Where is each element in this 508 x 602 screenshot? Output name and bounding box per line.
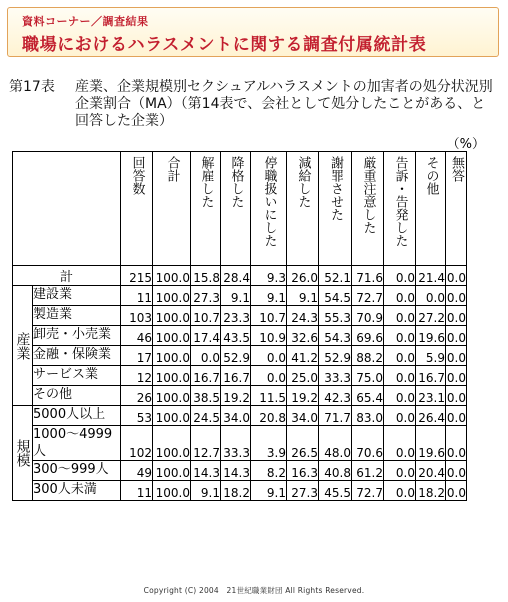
table-cell: 26.5	[287, 426, 319, 461]
column-header	[384, 152, 416, 266]
table-row-total	[13, 266, 467, 286]
table-cell: 12	[121, 366, 153, 386]
row-group-label	[13, 406, 33, 501]
column-header-label: 降格した	[228, 156, 244, 208]
table-cell: 0.0	[384, 386, 416, 406]
table-cell: 19.2	[221, 386, 251, 406]
table-cell: 102	[121, 426, 153, 461]
table-cell: 24.5	[191, 406, 221, 426]
table-cell: 11.5	[251, 386, 287, 406]
table-cell: 23.3	[221, 306, 251, 326]
table-cell: 16.7	[221, 366, 251, 386]
table-cell: 10.7	[191, 306, 221, 326]
row-label-total: 計	[13, 266, 121, 286]
table-cell: 9.1	[251, 286, 287, 306]
column-header-label: 回答数	[129, 156, 145, 195]
table-cell: 0.0	[384, 426, 416, 461]
table-cell: 11	[121, 286, 153, 306]
table-cell: 0.0	[384, 366, 416, 386]
row-label: 300～999人	[33, 461, 121, 481]
table-cell: 0.0	[384, 306, 416, 326]
row-label: 金融・保険業	[33, 346, 121, 366]
table-cell: 3.9	[251, 426, 287, 461]
table-cell: 0.0	[416, 286, 446, 306]
table-cell: 100.0	[153, 286, 191, 306]
data-table	[12, 151, 467, 501]
table-cell: 16.7	[191, 366, 221, 386]
table-cell: 0.0	[446, 386, 467, 406]
row-group-label	[13, 286, 33, 406]
table-cell: 0.0	[384, 406, 416, 426]
table-cell: 100.0	[153, 366, 191, 386]
table-row	[13, 481, 467, 501]
header-banner	[7, 7, 499, 57]
table-cell: 88.2	[352, 346, 384, 366]
table-cell: 27.3	[287, 481, 319, 501]
table-cell: 40.8	[319, 461, 352, 481]
table-cell: 26	[121, 386, 153, 406]
table-cell: 15.8	[191, 266, 221, 286]
table-cell: 52.9	[319, 346, 352, 366]
table-cell: 100.0	[153, 481, 191, 501]
page-title: 職場におけるハラスメントに関する調査付属統計表	[22, 35, 427, 55]
table-cell: 0.0	[446, 286, 467, 306]
table-cell: 69.6	[352, 326, 384, 346]
table-cell: 61.2	[352, 461, 384, 481]
table-cell: 0.0	[446, 346, 467, 366]
column-header-label: その他	[423, 156, 439, 195]
table-cell: 0.0	[384, 266, 416, 286]
table-cell: 52.1	[319, 266, 352, 286]
table-cell: 100.0	[153, 266, 191, 286]
column-header-label: 解雇した	[198, 156, 214, 208]
column-header-label: 合計	[164, 156, 180, 182]
table-cell: 43.5	[221, 326, 251, 346]
table-cell: 5.9	[416, 346, 446, 366]
table-cell: 0.0	[251, 346, 287, 366]
table-row	[13, 386, 467, 406]
row-label: 300人未満	[33, 481, 121, 501]
table-row	[13, 426, 467, 461]
column-header	[416, 152, 446, 266]
table-cell: 83.0	[352, 406, 384, 426]
row-group-text: 産業	[14, 331, 31, 360]
row-label: 建設業	[33, 286, 121, 306]
table-cell: 41.2	[287, 346, 319, 366]
column-header	[446, 152, 467, 266]
table-description: 産業、企業規模別セクシュアルハラスメントの加害者の処分状況別企業割合（MA）（第14表で、会社として処分したことがある、と回答した企業）	[75, 79, 493, 129]
table-cell: 18.2	[221, 481, 251, 501]
table-cell: 0.0	[251, 366, 287, 386]
table-cell: 0.0	[446, 306, 467, 326]
table-cell: 0.0	[446, 326, 467, 346]
table-cell: 32.6	[287, 326, 319, 346]
table-cell: 33.3	[221, 426, 251, 461]
table-cell: 0.0	[191, 346, 221, 366]
section-subtitle: 資料コーナー／調査結果	[22, 15, 149, 28]
column-header-label: 減給した	[295, 156, 311, 208]
column-header	[251, 152, 287, 266]
table-row	[13, 406, 467, 426]
column-header	[121, 152, 153, 266]
table-cell: 16.7	[416, 366, 446, 386]
table-cell: 48.0	[319, 426, 352, 461]
table-cell: 20.4	[416, 461, 446, 481]
table-cell: 70.6	[352, 426, 384, 461]
table-cell: 34.0	[287, 406, 319, 426]
column-header-label: 謝罪させた	[328, 156, 343, 221]
table-cell: 27.2	[416, 306, 446, 326]
table-cell: 45.5	[319, 481, 352, 501]
table-number: 第17表	[9, 79, 55, 95]
table-cell: 34.0	[221, 406, 251, 426]
table-cell: 9.1	[287, 286, 319, 306]
table-cell: 17	[121, 346, 153, 366]
table-cell: 55.3	[319, 306, 352, 326]
table-cell: 19.6	[416, 326, 446, 346]
table-cell: 10.9	[251, 326, 287, 346]
table-cell: 75.0	[352, 366, 384, 386]
table-cell: 71.6	[352, 266, 384, 286]
table-cell: 19.6	[416, 426, 446, 461]
column-header-label: 厳重注意した	[360, 156, 376, 234]
table-cell: 46	[121, 326, 153, 346]
table-cell: 9.1	[191, 481, 221, 501]
table-cell: 65.4	[352, 386, 384, 406]
table-cell: 100.0	[153, 386, 191, 406]
table-cell: 100.0	[153, 461, 191, 481]
table-cell: 0.0	[446, 426, 467, 461]
table-cell: 72.7	[352, 286, 384, 306]
table-cell: 11	[121, 481, 153, 501]
row-label: 卸売・小売業	[33, 326, 121, 346]
table-cell: 19.2	[287, 386, 319, 406]
table-cell: 24.3	[287, 306, 319, 326]
column-header-label: 告訴・告発した	[392, 156, 408, 247]
table-cell: 9.1	[221, 286, 251, 306]
header-row	[13, 152, 467, 266]
table-cell: 28.4	[221, 266, 251, 286]
table-cell: 72.7	[352, 481, 384, 501]
table-cell: 70.9	[352, 306, 384, 326]
table-cell: 71.7	[319, 406, 352, 426]
table-cell: 42.3	[319, 386, 352, 406]
table-cell: 38.5	[191, 386, 221, 406]
table-cell: 8.2	[251, 461, 287, 481]
table-row	[13, 326, 467, 346]
table-cell: 0.0	[446, 481, 467, 501]
table-cell: 100.0	[153, 426, 191, 461]
table-cell: 25.0	[287, 366, 319, 386]
column-header	[287, 152, 319, 266]
column-header	[221, 152, 251, 266]
table-cell: 54.5	[319, 286, 352, 306]
table-cell: 49	[121, 461, 153, 481]
table-cell: 100.0	[153, 346, 191, 366]
table-cell: 23.1	[416, 386, 446, 406]
table-cell: 0.0	[384, 346, 416, 366]
table-cell: 100.0	[153, 306, 191, 326]
table-cell: 100.0	[153, 406, 191, 426]
table-cell: 21.4	[416, 266, 446, 286]
table-cell: 0.0	[446, 266, 467, 286]
table-cell: 26.4	[416, 406, 446, 426]
row-label: 製造業	[33, 306, 121, 326]
table-cell: 16.3	[287, 461, 319, 481]
column-header-label: 無答	[449, 156, 464, 182]
copyright-footer: Copyright (C) 2004 21世紀職業財団 All Rights Reserved.	[143, 586, 365, 595]
column-header	[153, 152, 191, 266]
table-cell: 9.3	[251, 266, 287, 286]
table-cell: 215	[121, 266, 153, 286]
header-corner	[13, 152, 121, 266]
column-header-label: 停職扱いにした	[261, 156, 277, 247]
table-cell: 103	[121, 306, 153, 326]
unit-label: （%）	[446, 137, 485, 152]
table-cell: 53	[121, 406, 153, 426]
table-cell: 14.3	[221, 461, 251, 481]
table-cell: 54.3	[319, 326, 352, 346]
column-header	[319, 152, 352, 266]
table-cell: 0.0	[384, 481, 416, 501]
column-header	[352, 152, 384, 266]
row-label: サービス業	[33, 366, 121, 386]
table-row	[13, 306, 467, 326]
table-cell: 20.8	[251, 406, 287, 426]
table-cell: 17.4	[191, 326, 221, 346]
table-row	[13, 366, 467, 386]
table-cell: 0.0	[384, 461, 416, 481]
table-cell: 0.0	[446, 406, 467, 426]
table-cell: 26.0	[287, 266, 319, 286]
column-header	[191, 152, 221, 266]
table-row	[13, 461, 467, 481]
row-label: その他	[33, 386, 121, 406]
table-cell: 0.0	[446, 461, 467, 481]
table-cell: 12.7	[191, 426, 221, 461]
table-cell: 9.1	[251, 481, 287, 501]
table-row	[13, 346, 467, 366]
table-cell: 0.0	[384, 286, 416, 306]
row-group-text: 規模	[14, 439, 31, 467]
table-cell: 27.3	[191, 286, 221, 306]
table-cell: 52.9	[221, 346, 251, 366]
table-cell: 100.0	[153, 326, 191, 346]
row-label: 1000～4999人	[33, 426, 121, 461]
table-cell: 33.3	[319, 366, 352, 386]
row-label: 5000人以上	[33, 406, 121, 426]
table-cell: 14.3	[191, 461, 221, 481]
table-cell: 0.0	[384, 326, 416, 346]
table-cell: 0.0	[446, 366, 467, 386]
table-cell: 18.2	[416, 481, 446, 501]
table-row	[13, 286, 467, 306]
table-cell: 10.7	[251, 306, 287, 326]
